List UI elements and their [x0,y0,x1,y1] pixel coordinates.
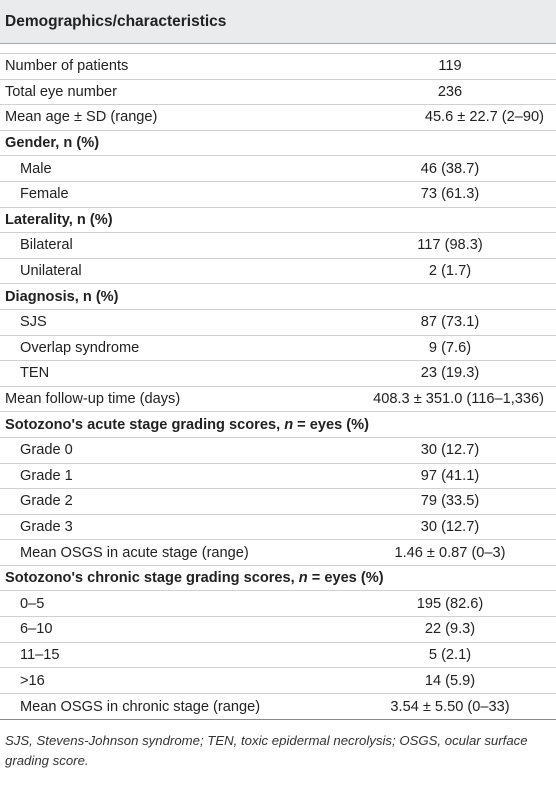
section-label [0,570,384,586]
table-row [0,668,556,694]
section-label: Diagnosis, n (%) [5,288,119,305]
row-value: 117 (98.3) [417,237,483,254]
section-row-gender [0,131,556,157]
row-value: 30 (12.7) [420,442,480,459]
row-label: 11–15 [20,646,60,663]
section-label-n: n [284,416,294,433]
row-value: 23 (19.3) [420,365,480,382]
table-body [0,54,556,720]
section-label-prefix: Sotozono's chronic stage grading scores, [5,570,299,587]
table-row [0,310,556,336]
table-row [0,591,556,617]
header-label: Demographics/characteristics [5,12,227,30]
row-label: SJS [20,314,47,331]
table-row [0,156,556,182]
table-row [0,540,556,566]
table-row [0,233,556,259]
row-label: TEN [20,365,50,382]
row-label: Grade 3 [20,518,73,535]
table-header [0,0,556,44]
section-label: Gender, n (%) [5,135,100,152]
section-label: Laterality, n (%) [5,211,113,228]
row-value: 2 (1.7) [428,263,472,280]
table-row [0,336,556,362]
row-label: Bilateral [20,237,73,254]
row-label: Male [20,160,52,177]
section-label-prefix: Sotozono's acute stage grading scores, [5,416,285,433]
section-label-suffix: = eyes (%) [293,416,369,433]
row-label: Grade 2 [20,493,73,510]
table-row [0,80,556,106]
row-value: 87 (73.1) [420,314,480,331]
row-value: 22 (9.3) [424,621,476,638]
row-value: 30 (12.7) [420,518,480,535]
row-value: 73 (61.3) [420,186,480,203]
table-row [0,54,556,80]
row-value: 5 (2.1) [428,646,472,663]
row-label: Mean OSGS in chronic stage (range) [20,698,261,715]
table-row [0,105,556,131]
table-row [0,387,556,413]
table-row [0,464,556,490]
row-label: Mean follow-up time (days) [5,391,181,408]
row-value: 119 [438,58,462,75]
row-label: 0–5 [20,595,45,612]
section-row-chronic-stage [0,566,556,592]
row-value: 3.54 ± 5.50 (0–33) [390,698,510,715]
section-label [0,417,369,433]
table-row [0,515,556,541]
row-label: 6–10 [20,621,53,638]
row-label: Total eye number [5,83,117,100]
table-row [0,259,556,285]
section-row-acute-stage [0,412,556,438]
row-value: 1.46 ± 0.87 (0–3) [394,544,506,561]
row-label: Female [20,186,69,203]
row-label: Grade 0 [20,442,73,459]
section-label-suffix: = eyes (%) [307,570,384,587]
row-value: 79 (33.5) [420,493,480,510]
row-label: Unilateral [20,263,82,280]
row-label: Mean age ± SD (range) [5,109,158,126]
table-row [0,182,556,208]
table-footnote: SJS, Stevens-Johnson syndrome; TEN, toxic epidermal necrolysis; OSGS, ocular surface grading score. [5,733,528,769]
table-row [0,617,556,643]
row-value: 97 (41.1) [420,467,480,484]
row-value: 45.6 ± 22.7 (2–90) [424,109,544,126]
table-row [0,489,556,515]
section-row-diagnosis [0,284,556,310]
row-label: Overlap syndrome [20,339,140,356]
row-value: 46 (38.7) [420,160,480,177]
row-label: Grade 1 [20,467,73,484]
row-value: 14 (5.9) [424,672,476,689]
table-row [0,361,556,387]
table-row [0,438,556,464]
section-label-n: n [298,570,308,587]
table-row [0,643,556,669]
row-value: 9 (7.6) [428,339,472,356]
section-row-laterality [0,208,556,234]
row-value: 195 (82.6) [416,595,484,612]
row-label: Number of patients [5,58,129,75]
row-value: 408.3 ± 351.0 (116–1,336) [373,391,544,408]
row-label: Mean OSGS in acute stage (range) [20,544,249,561]
row-value: 236 [437,83,463,100]
table-row [0,694,556,720]
row-label: >16 [20,672,45,689]
header-spacer [0,44,556,54]
